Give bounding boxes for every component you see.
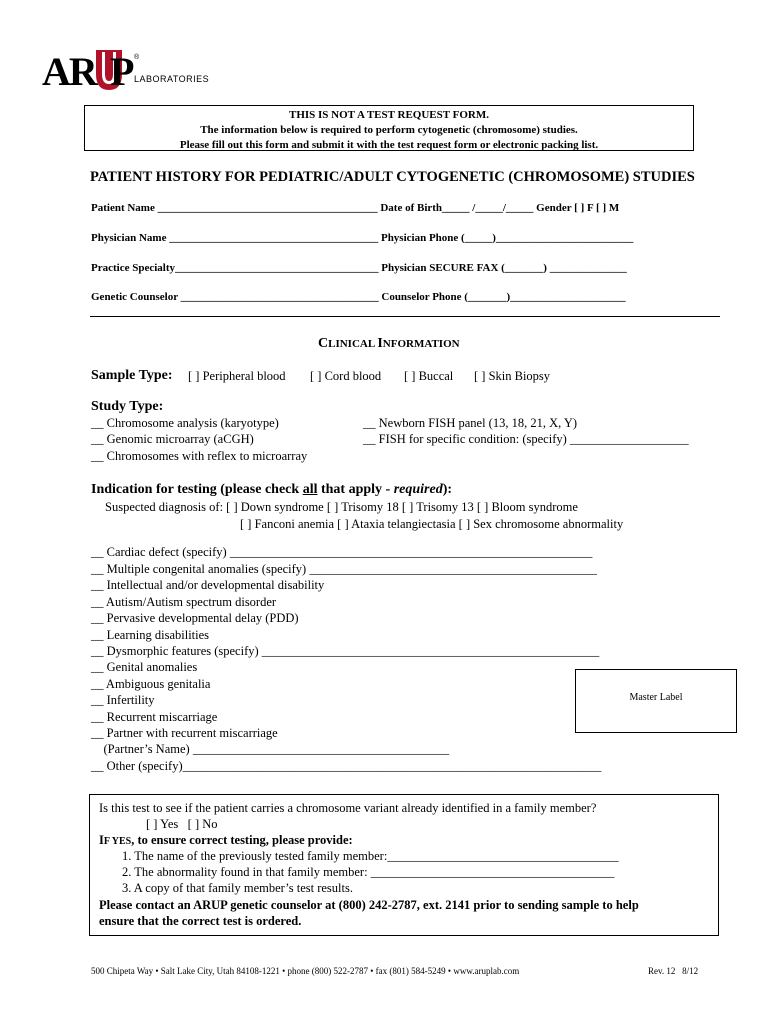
contact-counselor-line-2: ensure that the correct test is ordered. xyxy=(99,914,302,928)
notice-line-1: THIS IS NOT A TEST REQUEST FORM. xyxy=(288,109,489,121)
study-type-label: Study Type: xyxy=(91,399,164,414)
footer-address: 500 Chipeta Way • Salt Lake City, Utah 84108-1221 • phone (800) 522-2787 • fax (801) 584-5249 • www.aruplab.com xyxy=(91,966,520,976)
clinical-information-heading: CLINICAL INFORMATION xyxy=(318,336,460,351)
list-item[interactable]: __ Pervasive developmental delay (PDD) xyxy=(91,611,299,625)
logo-text-p: P xyxy=(110,49,135,94)
family-item-3: 3. A copy of that family member’s test results. xyxy=(122,881,353,895)
list-item[interactable]: __ Multiple congenital anomalies (specify) ______________________________________________ xyxy=(91,562,597,576)
master-label-box: Master Label xyxy=(575,669,737,733)
sample-cord-blood-checkbox[interactable]: [ ] Cord blood xyxy=(310,369,382,383)
list-item[interactable]: __ Dysmorphic features (specify) ______________________________________________________ xyxy=(91,644,600,658)
family-item-2[interactable]: 2. The abnormality found in that family member: _______________________________________ xyxy=(122,865,615,879)
list-item[interactable]: __ Recurrent miscarriage xyxy=(91,710,218,724)
sample-type-label: Sample Type: xyxy=(91,368,173,383)
list-item[interactable]: __ Partner with recurrent miscarriage xyxy=(91,726,278,740)
list-item[interactable]: __ Infertility xyxy=(91,693,155,707)
list-item[interactable]: __ Genital anomalies xyxy=(91,660,198,674)
study-newborn-fish[interactable]: __ Newborn FISH panel (13, 18, 21, X, Y) xyxy=(363,416,578,430)
suspected-diagnosis-line-2[interactable]: [ ] Fanconi anemia [ ] Ataxia telangiectasia [ ] Sex chromosome abnormality xyxy=(240,517,624,531)
suspected-diagnosis-line-1[interactable]: Suspected diagnosis of: [ ] Down syndrome [ ] Trisomy 18 [ ] Trisomy 13 [ ] Bloom syndrome xyxy=(105,500,578,514)
study-chromosomes-reflex[interactable]: __ Chromosomes with reflex to microarray xyxy=(91,449,308,463)
list-item[interactable]: __ Ambiguous genitalia xyxy=(91,677,211,691)
study-genomic-microarray[interactable]: __ Genomic microarray (aCGH) xyxy=(91,432,254,446)
contact-counselor-line-1: Please contact an ARUP genetic counselor at (800) 242-2787, ext. 2141 prior to sending sample to help xyxy=(99,898,639,912)
sample-peripheral-blood-checkbox[interactable]: [ ] Peripheral blood xyxy=(188,369,286,383)
footer-revision: Rev. 12 8/12 xyxy=(648,966,699,976)
section-divider xyxy=(90,316,720,317)
patient-name-row[interactable]: Patient Name ________________________________________ Date of Birth_____ /_____/_____ Gender [ ] F [ ] M xyxy=(91,202,620,214)
notice-line-2: The information below is required to perform cytogenetic (chromosome) studies. xyxy=(200,124,578,136)
family-item-1[interactable]: 1. The name of the previously tested family member:_____________________________________ xyxy=(122,849,619,863)
list-item[interactable]: __ Learning disabilities xyxy=(91,628,210,642)
study-fish-specific[interactable]: __ FISH for specific condition: (specify) ___________________ xyxy=(363,432,689,446)
notice-line-3: Please fill out this form and submit it with the test request form or electronic packing list. xyxy=(179,139,599,151)
logo-laboratories-text: LABORATORIES xyxy=(134,74,210,84)
list-item[interactable]: __ Cardiac defect (specify) __________________________________________________________ xyxy=(91,545,593,559)
genetic-counselor-row[interactable]: Genetic Counselor ____________________________________ Counselor Phone (_______)_____________________ xyxy=(91,291,626,303)
study-chromosome-analysis[interactable]: __ Chromosome analysis (karyotype) xyxy=(91,416,279,430)
notice-box xyxy=(84,105,694,151)
logo-registered-mark: ® xyxy=(134,54,140,61)
sample-buccal-checkbox[interactable]: [ ] Buccal xyxy=(404,369,454,383)
page-title: PATIENT HISTORY FOR PEDIATRIC/ADULT CYTOGENETIC (CHROMOSOME) STUDIES xyxy=(90,169,695,185)
physician-name-row[interactable]: Physician Name ______________________________________ Physician Phone (_____)_________________________ xyxy=(91,232,634,244)
family-yes-no-checkboxes[interactable]: [ ] Yes [ ] No xyxy=(146,817,218,831)
list-item[interactable]: __ Intellectual and/or developmental disability xyxy=(91,578,325,592)
family-question: Is this test to see if the patient carries a chromosome variant already identified in a family member? xyxy=(99,801,597,815)
indication-label: Indication for testing (please check all that apply - required): xyxy=(91,482,453,497)
list-item[interactable]: __ Autism/Autism spectrum disorder xyxy=(91,595,277,609)
list-item[interactable]: __ Other (specify)___________________________________________________________________ xyxy=(91,759,602,773)
sample-skin-biopsy-checkbox[interactable]: [ ] Skin Biopsy xyxy=(474,369,551,383)
if-yes-heading: IF YES, to ensure correct testing, please provide: xyxy=(99,833,353,847)
family-variant-box xyxy=(89,794,719,936)
practice-specialty-row[interactable]: Practice Specialty_____________________________________ Physician SECURE FAX (_______) ______________ xyxy=(91,262,627,274)
logo-text-ar: AR xyxy=(42,49,96,94)
list-item[interactable]: (Partner’s Name) _________________________________________ xyxy=(91,742,450,756)
